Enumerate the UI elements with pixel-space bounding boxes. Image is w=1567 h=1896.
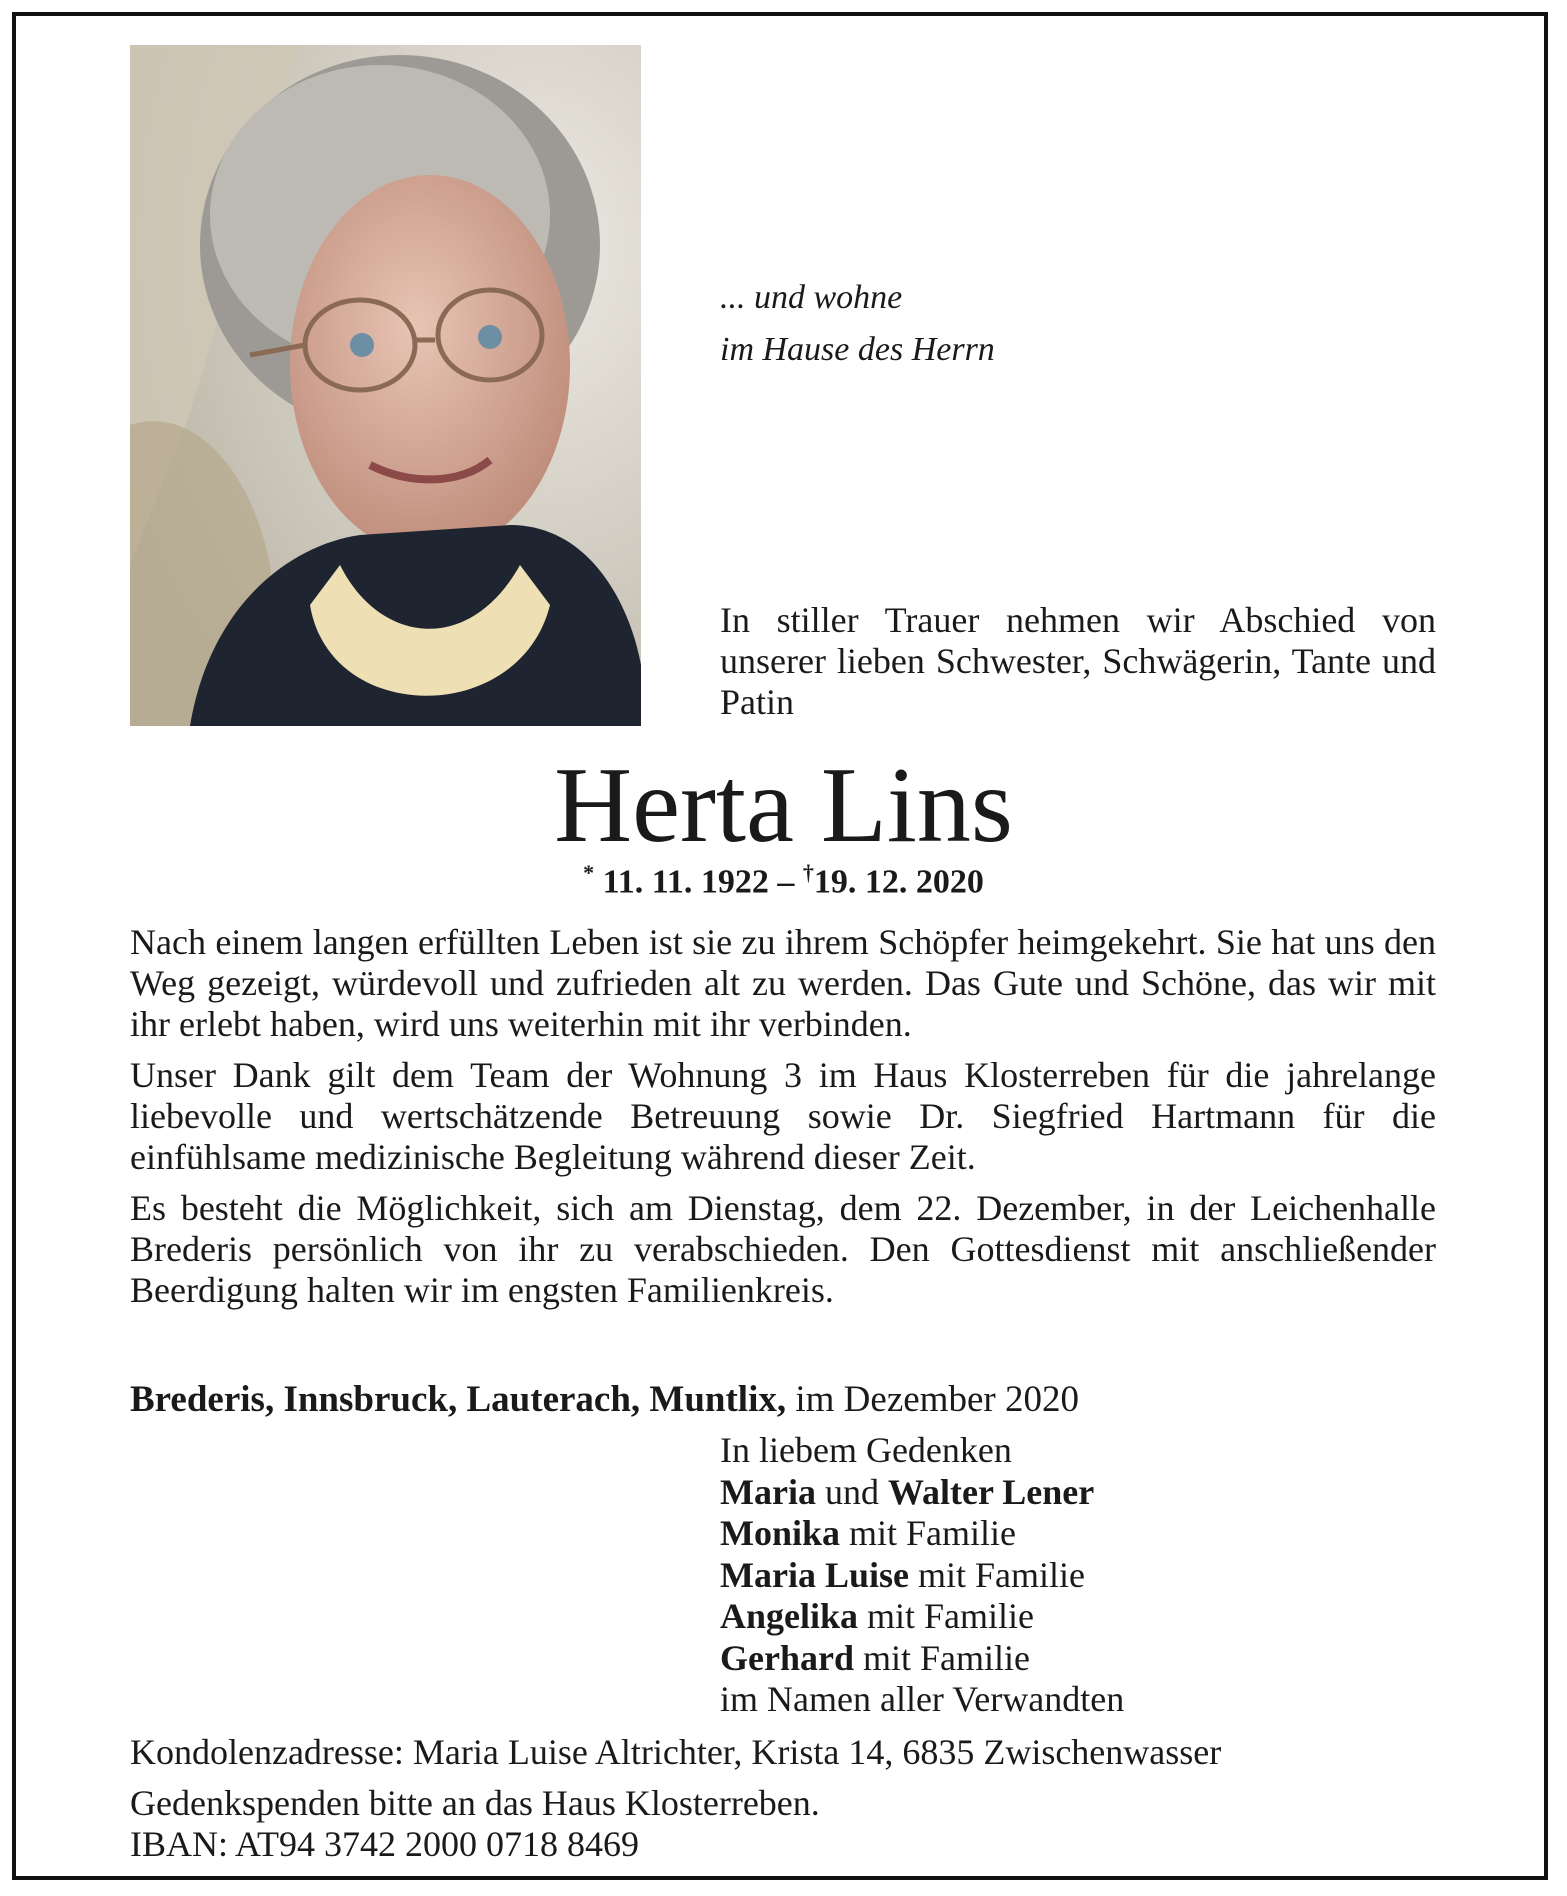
- mourner-line: [720, 1596, 1124, 1638]
- places-date-line: [130, 1378, 1079, 1421]
- iban-label: IBAN:: [130, 1824, 228, 1864]
- paragraph-farewell: Nach einem langen erfüllten Leben ist sie zu ihrem Schöpfer heimgekehrt. Sie hat uns den Weg gezeigt, würdevoll und zufrieden alt zu werden. Das Gute und Schöne, das wir mit ihr erlebt haben, wird uns weiterhin mit ihr verbinden.: [130, 922, 1436, 1044]
- family-suffix: mit Familie: [849, 1513, 1017, 1553]
- death-date: 19. 12. 2020: [813, 863, 984, 901]
- family-suffix: mit Familie: [862, 1637, 1030, 1678]
- mourners-footer: im Namen aller Verwandten: [720, 1679, 1125, 1719]
- condolence-address: Kondolenzadresse: Maria Luise Altrichter, Krista 14, 6835 Zwischenwasser: [130, 1732, 1222, 1772]
- death-symbol: †: [802, 860, 814, 885]
- birth-date: 11. 11. 1922: [602, 863, 769, 901]
- mourner-name: Monika: [720, 1513, 841, 1553]
- date-separator: –: [777, 863, 795, 901]
- life-dates: [0, 860, 1567, 901]
- mourners-list: [720, 1430, 1124, 1721]
- intro-text: In stiller Trauer nehmen wir Abschied von unserer lieben Schwester, Schwägerin, Tante und Patin: [720, 600, 1436, 722]
- mourner-line: [720, 1472, 1124, 1514]
- quote-line-1: ... und wohne: [720, 279, 903, 316]
- portrait-illustration: [130, 45, 641, 726]
- quote-line-2: im Hause des Herrn: [720, 331, 995, 368]
- mourner-line: [720, 1638, 1124, 1680]
- deceased-name: Herta Lins: [554, 746, 1013, 865]
- contact-footer: [130, 1732, 1221, 1865]
- portrait-photo: [130, 45, 641, 726]
- mourner-name: Gerhard: [720, 1637, 854, 1678]
- paragraph-thanks: Unser Dank gilt dem Team der Wohnung 3 im Haus Klosterreben für die jahrelange liebevolle und wertschätzende Betreuung sowie Dr. Siegfried Hartmann für die einfühlsame medizinische Begleitung während dieser Zeit.: [130, 1055, 1436, 1177]
- mourner-name: Maria: [720, 1471, 816, 1512]
- birth-symbol: *: [583, 860, 595, 885]
- place-date: im Dezember 2020: [795, 1379, 1079, 1420]
- mourner-name: Walter Lener: [887, 1471, 1095, 1512]
- mourner-conjunction: und: [824, 1471, 879, 1512]
- family-suffix: mit Familie: [867, 1596, 1035, 1636]
- donation-note: Gedenkspenden bitte an das Haus Klosterreben.: [130, 1783, 820, 1823]
- iban-number: AT94 3742 2000 0718 8469: [235, 1824, 640, 1864]
- mourner-line: [720, 1555, 1124, 1597]
- family-suffix: mit Familie: [917, 1554, 1085, 1595]
- places-list: Brederis, Innsbruck, Lauterach, Muntlix,: [130, 1379, 787, 1420]
- mourner-name: Angelika: [720, 1596, 859, 1636]
- iban-line: [130, 1824, 1221, 1865]
- mourner-name: Maria Luise: [720, 1554, 909, 1595]
- mourner-line: [720, 1513, 1124, 1555]
- bible-quote: [720, 272, 995, 376]
- mourners-header: In liebem Gedenken: [720, 1430, 1012, 1470]
- obituary-body: [130, 922, 1436, 1321]
- paragraph-funeral: Es besteht die Möglichkeit, sich am Dienstag, dem 22. Dezember, in der Leichenhalle Brederis persönlich von ihr zu verabschieden. Den Gottesdienst mit anschließender Beerdigung halten wir im engsten Familienkreis.: [130, 1188, 1436, 1310]
